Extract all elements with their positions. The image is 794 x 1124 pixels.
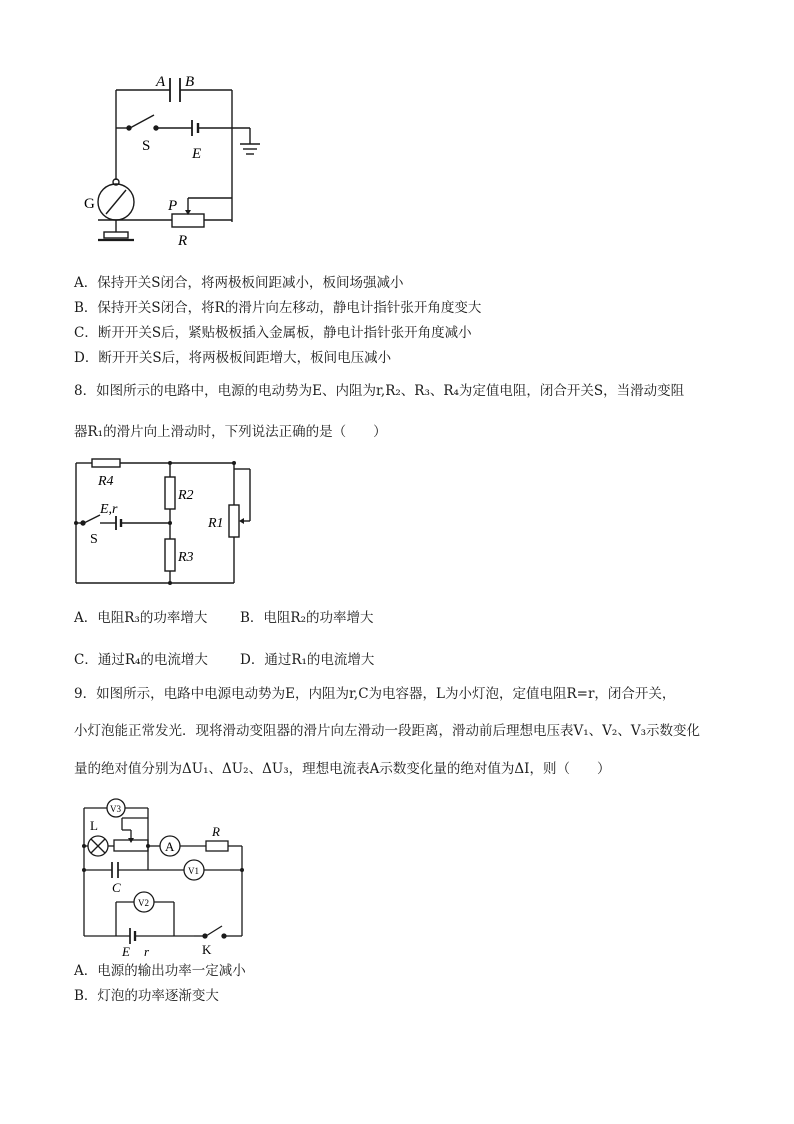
fig8-label-R2: R2 <box>178 488 194 503</box>
fig9-label-E: E <box>122 944 130 959</box>
fig9-label-r: r <box>144 944 150 959</box>
fig9-label-R: R <box>212 824 220 839</box>
fig8-label-Er: E,r <box>100 502 118 517</box>
q8-option-a: A．电阻R₃的功率增大 <box>74 610 208 626</box>
q8-stem-line1: 8．如图所示的电路中，电源的电动势为E、内阻为r,R₂、R₃、R₄为定值电阻，闭合开关S，当滑动变阻 <box>74 383 685 399</box>
fig8-label-S: S <box>90 532 98 547</box>
fig9-label-A: A <box>165 839 175 854</box>
q9-stem-line2: 小灯泡能正常发光．现将滑动变阻器的滑片向左滑动一段距离，滑动前后理想电压表V₁、V₂、V₃示数变化 <box>74 723 700 739</box>
fig9-label-V2: V2 <box>138 898 149 908</box>
q9-option-b: B．灯泡的功率逐渐变大 <box>74 988 219 1004</box>
fig7-label-P: P <box>168 198 178 214</box>
q7-option-c: C．断开开关S后，紧贴极板插入金属板，静电计指针张开角度减小 <box>74 325 472 341</box>
q8-stem-line2: 器R₁的滑片向上滑动时，下列说法正确的是（ ） <box>74 424 387 440</box>
fig7-label-E: E <box>192 146 202 162</box>
fig7-label-A: A <box>156 74 166 90</box>
q7-option-a: A．保持开关S闭合，将两极板间距减小，板间场强减小 <box>74 275 404 291</box>
fig8-label-R1: R1 <box>208 516 224 531</box>
fig8-label-R3: R3 <box>178 550 194 565</box>
fig9-label-V1: V1 <box>188 866 199 876</box>
q8-option-c: C．通过R₄的电流增大 <box>74 652 208 668</box>
fig9-label-V3: V3 <box>110 804 121 814</box>
fig7-label-B: B <box>185 74 195 90</box>
fig9-label-C: C <box>112 880 121 895</box>
q7-option-b: B．保持开关S闭合，将R的滑片向左移动，静电计指针张开角度变大 <box>74 300 482 316</box>
q9-stem-line3: 量的绝对值分别为ΔU₁、ΔU₂、ΔU₃，理想电流表A示数变化量的绝对值为ΔI，则（ ） <box>74 761 611 777</box>
fig7-label-G: G <box>84 196 95 212</box>
fig7-label-S: S <box>142 138 151 154</box>
fig7-label-R: R <box>178 233 188 249</box>
q9-stem-line1: 9．如图所示，电路中电源电动势为E，内阻为r,C为电容器，L为小灯泡，定值电阻R=r，闭合开关， <box>74 686 676 702</box>
fig8-label-R4: R4 <box>98 474 114 489</box>
q8-option-d: D．通过R₁的电流增大 <box>240 652 375 668</box>
fig9-label-K: K <box>202 942 212 957</box>
q9-option-a: A．电源的输出功率一定减小 <box>74 963 246 979</box>
figure-8-circuit <box>70 455 270 590</box>
figure-9-circuit <box>76 796 256 959</box>
figure-7-circuit <box>80 70 280 260</box>
fig9-label-L: L <box>90 818 98 833</box>
q8-option-b: B．电阻R₂的功率增大 <box>240 610 374 626</box>
q7-option-d: D．断开开关S后，将两极板间距增大，板间电压减小 <box>74 350 392 366</box>
